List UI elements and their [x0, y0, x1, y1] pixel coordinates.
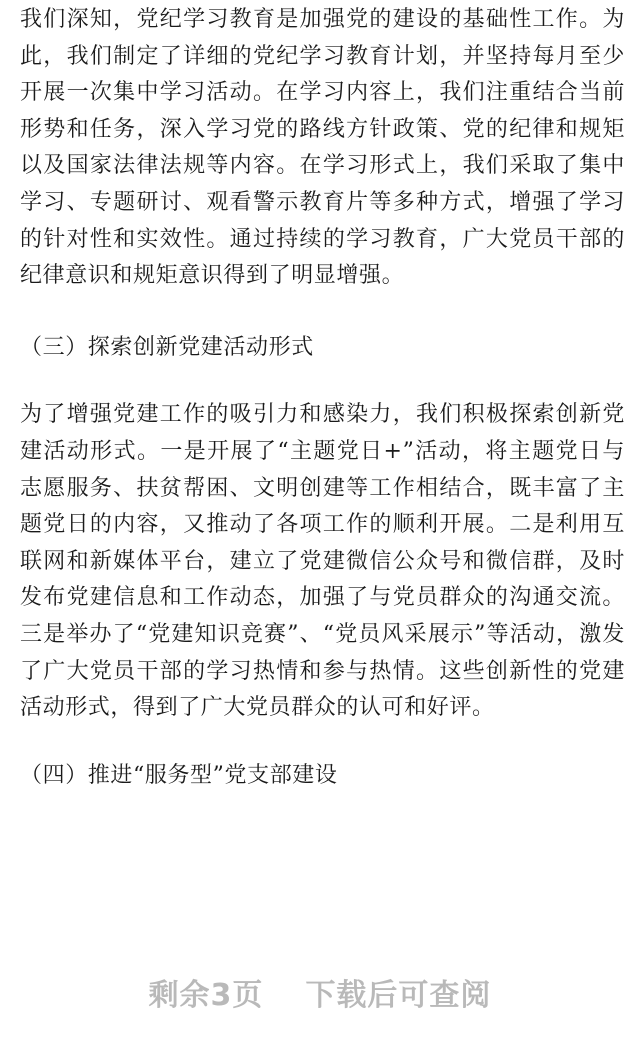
download-preview-banner[interactable] [0, 970, 640, 1014]
section-heading-3: （三）探索创新党建活动形式 [20, 334, 314, 360]
section-heading-4: （四）推进“服务型”党支部建设 [20, 762, 338, 788]
paragraph-discipline-education: 我们深知，党纪学习教育是加强党的建设的基础性工作。为此，我们制定了详细的党纪学习教育计划，并坚持每月至少开展一次集中学习活动。在学习内容上，我们注重结合当前形势和任务，深入学习党的路线方针政策、党的纪律和规矩以及国家法律法规等内容。在学习形式上，我们采取了集中学习、专题研讨、观看警示教育片等多种方式，增强了学习的针对性和实效性。通过持续的学习教育，广大党员干部的纪律意识和规矩意识得到了明显增强。 [20, 7, 625, 289]
download-prompt-label: 下载后可查阅 [305, 978, 492, 1013]
paragraph-innovation-activities: 为了增强党建工作的吸引力和感染力，我们积极探索创新党建活动形式。一是开展了“主题党日+”活动，将主题党日与志愿服务、扶贫帮困、文明创建等工作相结合，既丰富了主题党日的内容，又推动了各项工作的顺利开展。二是利用互联网和新媒体平台，建立了党建微信公众号和微信群，及时发布党建信息和工作动态，加强了与党员群众的沟通交流。三是举办了“党建知识竞赛”、“党员风采展示”等活动，激发了广大党员干部的学习热情和参与热情。这些创新性的党建活动形式，得到了广大党员群众的认可和好评。 [20, 402, 625, 721]
remaining-pages-label: 剩余3页 [148, 978, 264, 1013]
document-body [20, 0, 625, 794]
